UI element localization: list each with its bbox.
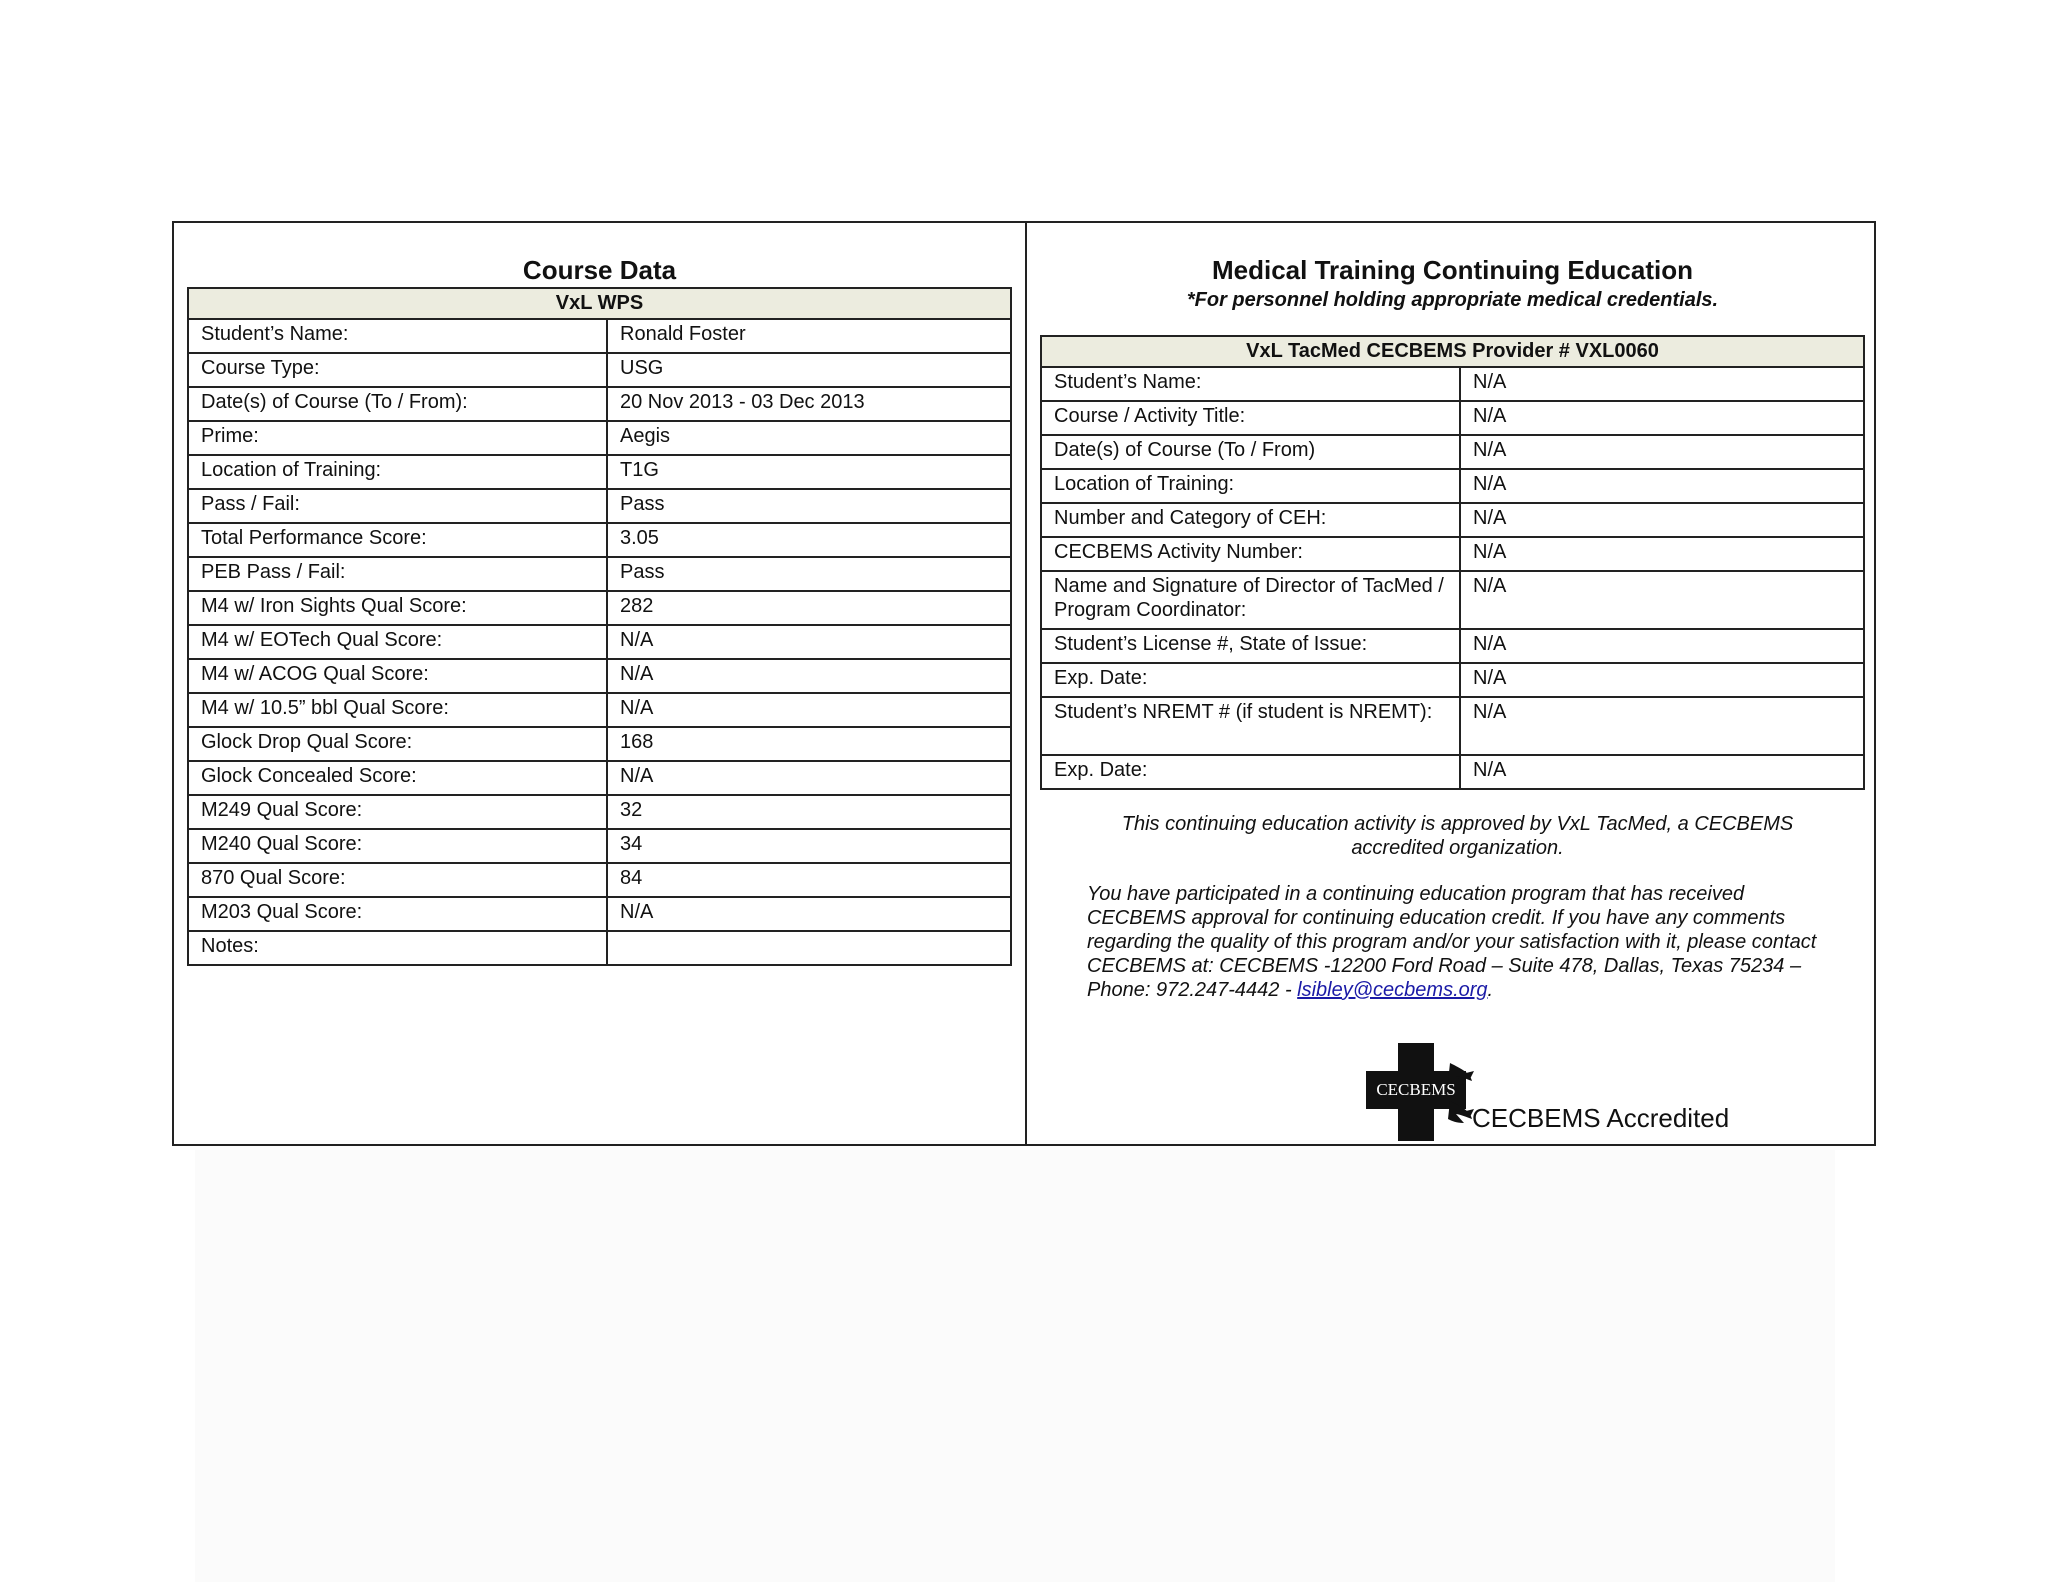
table-row (188, 455, 1011, 489)
row-label: Pass / Fail: (188, 489, 607, 523)
table-row (188, 387, 1011, 421)
row-value: 282 (607, 591, 1011, 625)
row-value: N/A (1460, 571, 1864, 629)
row-label: Name and Signature of Director of TacMed / Program Coordinator: (1041, 571, 1460, 629)
row-value: T1G (607, 455, 1011, 489)
participation-period: . (1487, 979, 1494, 1001)
table-row (188, 557, 1011, 591)
row-label: Prime: (188, 421, 607, 455)
table-row (1041, 435, 1864, 469)
table-row (188, 931, 1011, 965)
row-label: M203 Qual Score: (188, 897, 607, 931)
row-value: N/A (607, 897, 1011, 931)
table-row (188, 897, 1011, 931)
row-label: 870 Qual Score: (188, 863, 607, 897)
medical-training-panel (1040, 253, 1865, 1133)
table-row (188, 421, 1011, 455)
row-label: Course Type: (188, 353, 607, 387)
certificate-frame (172, 221, 1876, 1146)
medical-table (1040, 335, 1865, 790)
table-row (1041, 503, 1864, 537)
row-label: Location of Training: (188, 455, 607, 489)
row-value: USG (607, 353, 1011, 387)
table-row (188, 659, 1011, 693)
row-value: N/A (1460, 629, 1864, 663)
course-data-table (187, 287, 1012, 966)
row-value: N/A (1460, 537, 1864, 571)
row-label: Glock Drop Qual Score: (188, 727, 607, 761)
row-label: CECBEMS Activity Number: (1041, 537, 1460, 571)
row-label: Location of Training: (1041, 469, 1460, 503)
table-row (1041, 469, 1864, 503)
row-label: M249 Qual Score: (188, 795, 607, 829)
panel-divider (1025, 223, 1027, 1144)
table-row (188, 829, 1011, 863)
row-value (607, 931, 1011, 965)
course-data-title: Course Data (522, 255, 677, 285)
table-row (1041, 401, 1864, 435)
row-value: N/A (1460, 755, 1864, 789)
row-value: Pass (607, 557, 1011, 591)
cecbems-cross-icon (1366, 1043, 1476, 1143)
cecbems-logo (1366, 1043, 1766, 1143)
table-row (1041, 697, 1864, 755)
table-row (1041, 629, 1864, 663)
row-label: Student’s Name: (1041, 367, 1460, 401)
row-label: Exp. Date: (1041, 663, 1460, 697)
table-row (188, 319, 1011, 353)
row-label: M4 w/ ACOG Qual Score: (188, 659, 607, 693)
row-label: M240 Qual Score: (188, 829, 607, 863)
row-value: N/A (1460, 367, 1864, 401)
row-label: M4 w/ 10.5” bbl Qual Score: (188, 693, 607, 727)
approval-statement: This continuing education activity is approved by VxL TacMed, a CECBEMS accredited organization. (1121, 813, 1794, 859)
table-row (188, 591, 1011, 625)
row-value: Aegis (607, 421, 1011, 455)
row-value: 32 (607, 795, 1011, 829)
medical-rows (1041, 367, 1864, 789)
page-background-shade (195, 1150, 1835, 1582)
row-value: N/A (607, 693, 1011, 727)
row-value: N/A (607, 659, 1011, 693)
table-row (188, 727, 1011, 761)
row-value: 168 (607, 727, 1011, 761)
table-row (188, 761, 1011, 795)
table-row (188, 693, 1011, 727)
table-row (1041, 663, 1864, 697)
row-label: Student’s Name: (188, 319, 607, 353)
row-value: 20 Nov 2013 - 03 Dec 2013 (607, 387, 1011, 421)
logo-wordmark: CECBEMS (1376, 1080, 1456, 1099)
logo-caption: CECBEMS Accredited (1472, 1103, 1730, 1133)
row-label: Date(s) of Course (To / From) (1041, 435, 1460, 469)
row-value: 3.05 (607, 523, 1011, 557)
course-data-rows (188, 319, 1011, 965)
table-row (1041, 755, 1864, 789)
contact-email-link[interactable]: lsibley@cecbems.org (1297, 979, 1488, 1001)
row-label: PEB Pass / Fail: (188, 557, 607, 591)
row-value: Pass (607, 489, 1011, 523)
table-row (188, 489, 1011, 523)
row-label: M4 w/ EOTech Qual Score: (188, 625, 607, 659)
row-label: Notes: (188, 931, 607, 965)
course-data-panel (187, 253, 1012, 966)
row-value: 84 (607, 863, 1011, 897)
row-value: N/A (1460, 697, 1864, 755)
row-label: Course / Activity Title: (1041, 401, 1460, 435)
row-label: Student’s NREMT # (if student is NREMT): (1041, 697, 1460, 755)
row-label: Glock Concealed Score: (188, 761, 607, 795)
row-value: N/A (1460, 435, 1864, 469)
row-label: M4 w/ Iron Sights Qual Score: (188, 591, 607, 625)
row-label: Total Performance Score: (188, 523, 607, 557)
participation-statement (1087, 882, 1845, 1002)
medical-title: Medical Training Continuing Education (1212, 255, 1693, 285)
participation-text: You have participated in a continuing education program that has received CECBEMS approval for continuing education credit. If you have any comments regarding the quality of this program and/or your satisfaction with it, please contact CECBEMS at: CECBEMS -12200 Ford Road – Suite 478, Dallas, Texas 75234 – Phone: 972.247-4442 - (1087, 883, 1817, 1001)
row-value: N/A (1460, 469, 1864, 503)
medical-table-header: VxL TacMed CECBEMS Provider # VXL0060 (1041, 336, 1864, 367)
row-label: Date(s) of Course (To / From): (188, 387, 607, 421)
table-row (188, 625, 1011, 659)
row-label: Number and Category of CEH: (1041, 503, 1460, 537)
row-label: Student’s License #, State of Issue: (1041, 629, 1460, 663)
table-row (188, 353, 1011, 387)
row-label: Exp. Date: (1041, 755, 1460, 789)
row-value: Ronald Foster (607, 319, 1011, 353)
row-value: N/A (1460, 401, 1864, 435)
table-row (1041, 367, 1864, 401)
row-value: N/A (607, 625, 1011, 659)
course-data-table-header: VxL WPS (188, 288, 1011, 319)
table-row (1041, 571, 1864, 629)
row-value: N/A (607, 761, 1011, 795)
row-value: N/A (1460, 503, 1864, 537)
row-value: N/A (1460, 663, 1864, 697)
medical-subtitle: *For personnel holding appropriate medical credentials. (1186, 289, 1719, 311)
table-row (188, 795, 1011, 829)
table-row (1041, 537, 1864, 571)
row-value: 34 (607, 829, 1011, 863)
table-row (188, 863, 1011, 897)
table-row (188, 523, 1011, 557)
